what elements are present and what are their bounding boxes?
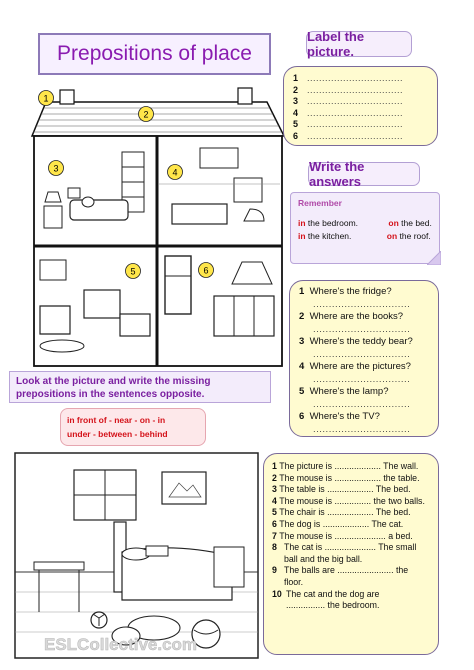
svg-text:3: 3 — [53, 163, 59, 174]
label-line-4[interactable]: 4 ................................ — [293, 107, 404, 118]
instructions-text: Look at the picture and write the missing prepositions in the sentences opposite. — [16, 376, 211, 400]
sentence-1: 1 The picture is ................... The wall. — [272, 461, 419, 471]
answer-line-2[interactable]: ............................... — [313, 323, 411, 335]
label-answer-box — [283, 66, 438, 146]
page-title-box — [38, 33, 271, 75]
house-marker-1 — [39, 91, 54, 106]
sentence-9: 9 The balls are ....................... the floor. — [272, 565, 409, 587]
svg-text:4: 4 — [172, 167, 178, 178]
house-illustration — [22, 84, 295, 382]
house-marker-4 — [168, 165, 183, 180]
answer-line-5[interactable]: ............................... — [313, 398, 411, 410]
svg-text:2: 2 — [143, 109, 149, 120]
house-marker-2 — [139, 107, 154, 122]
instructions-box — [9, 371, 271, 403]
answer-line-4[interactable]: ............................... — [313, 373, 411, 385]
word-bank-line-2: under - between - behind — [67, 429, 168, 439]
sentence-8: 8 The cat is ..................... The small ball and the big ball. — [272, 542, 417, 564]
answer-line-6[interactable]: ............................... — [313, 423, 411, 435]
label-picture-heading: Label the picture. — [306, 31, 412, 57]
house-marker-3 — [49, 161, 64, 176]
question-3: 3 Where's the teddy bear? ............................... — [299, 336, 438, 361]
label-line-3[interactable]: 3 ................................ — [293, 96, 404, 106]
question-6: 6 Where's the TV? ............................... — [299, 411, 438, 436]
sentence-7: 7 The mouse is ..................... a bed. — [272, 530, 413, 541]
remember-row-2: in the kitchen. on the roof. — [298, 231, 431, 241]
question-5: 5 Where's the lamp? ............................... — [299, 386, 438, 411]
label-line-5[interactable]: 5 ................................ — [293, 119, 404, 129]
question-4: 4 Where are the pictures? ............................... — [299, 361, 438, 386]
sentence-2: 2 The mouse is ................... the table. — [272, 472, 420, 483]
remember-box — [290, 192, 440, 264]
house-marker-6 — [199, 263, 214, 278]
answer-line-3[interactable]: ............................... — [313, 348, 411, 360]
sentence-10: 10 The cat and the dog are ................ the bedroom. — [272, 588, 380, 611]
svg-text:5: 5 — [130, 266, 136, 277]
label-line-6[interactable]: 6 ................................ — [293, 130, 404, 141]
questions-box — [289, 280, 439, 437]
remember-heading: Remember — [298, 198, 342, 208]
label-line-2[interactable]: 2 ................................ — [293, 84, 404, 95]
bedroom-illustration — [14, 452, 259, 659]
svg-text:1: 1 — [43, 93, 49, 104]
watermark: ESLCollective.com — [44, 635, 198, 654]
sentences-box — [263, 453, 439, 655]
page-title: Prepositions of place — [57, 42, 252, 65]
remember-row-1: in the bedroom. on the bed. — [298, 218, 432, 228]
sentence-4: 4 The mouse is ............... the two balls. — [272, 495, 425, 506]
house-marker-5 — [126, 264, 141, 279]
question-1: 1 Where's the fridge? ............................... — [299, 286, 438, 311]
sentence-3: 3 The table is ................... The bed. — [272, 484, 411, 495]
sentence-5: 5 The chair is ................... The bed. — [272, 507, 411, 518]
sentence-6: 6 The dog is ................... The cat. — [272, 518, 404, 529]
word-bank-line-1: in front of - near - on - in — [67, 415, 166, 425]
label-line-1[interactable]: 1 ................................ — [293, 73, 404, 83]
word-bank — [60, 408, 206, 446]
question-2: 2 Where are the books? ............................... — [299, 311, 438, 336]
answer-line-1[interactable]: ............................... — [313, 298, 411, 310]
svg-text:6: 6 — [203, 265, 209, 276]
write-answers-heading: Write the answers — [308, 162, 420, 186]
page-curl-icon — [427, 251, 441, 265]
